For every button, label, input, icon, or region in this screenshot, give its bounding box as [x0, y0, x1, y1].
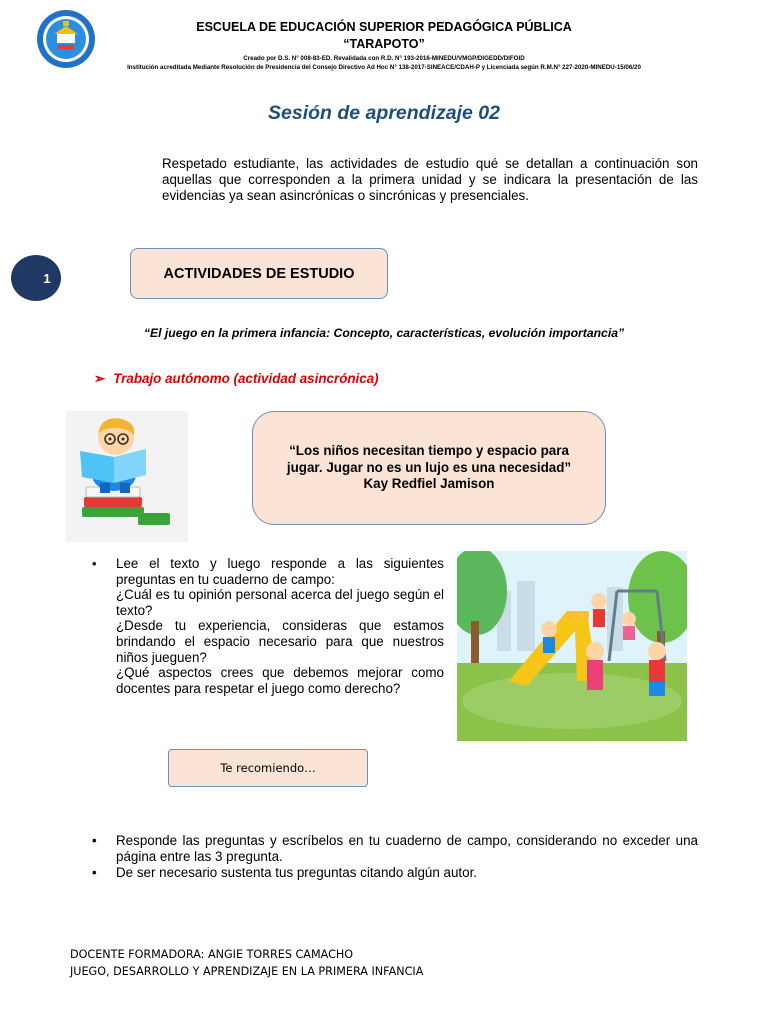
arrow-bullet-icon: ➢	[94, 371, 106, 386]
instruction-text: De ser necesario sustenta tus preguntas citando algún autor.	[116, 865, 478, 880]
question-item: ¿Qué aspectos crees que debemos mejorar como docentes para respetar el juego como derecho?	[116, 665, 444, 696]
section-title-box	[130, 248, 388, 299]
work-mode-heading	[94, 371, 379, 387]
recommendation-tag	[168, 749, 368, 787]
question-item: ¿Cuál es tu opinión personal acerca del juego según el texto?	[116, 587, 444, 618]
boy-reading-illustration	[66, 411, 188, 542]
recommendation-label: Te recomiendo…	[220, 761, 316, 775]
intro-paragraph: Respetado estudiante, las actividades de estudio qué se detallan a continuación son aquellas que corresponden a la primera unidad y se indicara la presentación de las evidencias ya sean asincrónicas o sincrónicas y presenciales.	[162, 156, 698, 203]
bullet-icon: •	[92, 865, 97, 880]
section-number: 1	[43, 270, 51, 286]
topic-heading: “El juego en la primera infancia: Concepto, características, evolución importancia”	[143, 326, 625, 340]
quote-text: “Los niños necesitan tiempo y espacio para jugar. Jugar no es un lujo es una necesidad”	[286, 443, 572, 475]
session-title: Sesión de aprendizaje 02	[268, 102, 500, 124]
instruction-text: Responde las preguntas y escríbelos en tu cuaderno de campo, considerando no exceder una página entre las 3 pregunta.	[116, 833, 698, 864]
section-title: ACTIVIDADES DE ESTUDIO	[163, 265, 355, 282]
work-mode-label: Trabajo autónomo (actividad asincrónica)	[113, 371, 379, 386]
question-item: ¿Desde tu experiencia, consideras que estamos brindando el espacio necesario para que nuestros niños jueguen?	[116, 618, 444, 665]
questions-intro: Lee el texto y luego responde a las siguientes preguntas en tu cuaderno de campo:	[116, 556, 444, 587]
instructions-list	[92, 833, 698, 881]
children-playing-park-illustration	[457, 551, 687, 741]
section-number-badge	[11, 255, 61, 301]
quote-box	[252, 411, 606, 525]
school-subtitle: “TARAPOTO”	[343, 37, 425, 51]
bullet-icon: •	[92, 833, 97, 848]
bullet-icon: •	[92, 556, 97, 571]
legal-line-1: Creado por D.S. N° 008-83-ED. Revalidada con R.D. N° 193-2016-MINEDU/VMGP/DIGEDD/DIFOID	[243, 55, 525, 62]
list-item	[92, 833, 698, 865]
quote-author: Kay Redfiel Jamison	[363, 476, 495, 492]
footer-teacher: DOCENTE FORMADORA: ANGIE TORRES CAMACHO	[70, 948, 354, 961]
questions-list	[92, 556, 444, 696]
legal-line-2: Institución acreditada Mediante Resolución de Presidencia del Consejo Directivo Ad Hoc N° 138-2017-SINEACE/CDAH-P y Licenciada según R.M.N° 227-2020-MINEDU-15/06/20	[127, 64, 641, 71]
list-item	[92, 865, 698, 881]
school-name: ESCUELA DE EDUCACIÓN SUPERIOR PEDAGÓGICA PÚBLICA	[196, 20, 572, 34]
footer-course: JUEGO, DESARROLLO Y APRENDIZAJE EN LA PRIMERA INFANCIA	[70, 965, 424, 978]
